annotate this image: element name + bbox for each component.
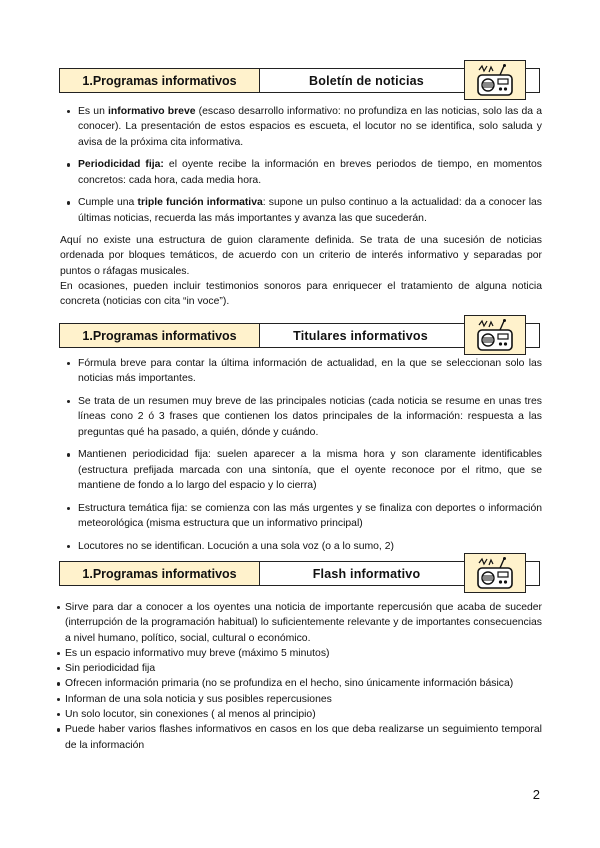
list-item: Ofrecen información primaria (no se profundiza en el hecho, sino únicamente información básica) xyxy=(56,676,542,691)
list-item: Es un informativo breve (escaso desarrollo informativo: no profundiza en las noticias, solo las da a conocer). La presentación de estos espacios es escueta, el locutor no se identifica, solo saluda y avisa de la próxima cita informativa. xyxy=(60,104,542,150)
section-title: Flash informativo xyxy=(312,566,421,581)
list-item: Es un espacio informativo muy breve (máximo 5 minutos) xyxy=(56,646,542,661)
flash-bullets xyxy=(56,600,542,753)
section-category: 1.Programas informativos xyxy=(60,562,260,585)
section-header-titulares xyxy=(59,315,540,355)
radio-icon xyxy=(464,315,526,355)
boletin-bullets xyxy=(60,104,542,234)
list-item: Periodicidad fija: el oyente recibe la información en breves periodos de tiempo, en momentos concretos: cada hora, cada media hora. xyxy=(60,157,542,188)
list-item: Mantienen periodicidad fija: suelen aparecer a la misma hora y son claramente identificables (estructura prefijada marcada con una sintonía, que el oyente reconoce por el ritmo, que se mantiene de fondo a lo largo del espacio y lo cierra) xyxy=(60,447,542,493)
list-item: Se trata de un resumen muy breve de las principales noticias (cada noticia se resume en unas tres líneas cono 2 ó 3 frases que contienen los datos principales de la información: respuesta a las preguntas qué ha pasado, a quién, dónde y cuándo. xyxy=(60,394,542,440)
page-number: 2 xyxy=(532,787,540,802)
list-item: Puede haber varios flashes informativos en casos en los que deba realizarse un seguimiento temporal de la información xyxy=(56,722,542,753)
list-item: Fórmula breve para contar la última información de actualidad, en la que se seleccionan solo las noticias más importantes. xyxy=(60,356,542,387)
section-header-boletin xyxy=(59,60,540,100)
list-item: Estructura temática fija: se comienza con las más urgentes y se finaliza con deportes o información meteorológica (misma estructura que un informativo principal) xyxy=(60,501,542,532)
radio-icon xyxy=(464,553,526,593)
section-header-flash xyxy=(59,553,540,593)
list-item: Un solo locutor, sin conexiones ( al menos al principio) xyxy=(56,707,542,722)
section-category: 1.Programas informativos xyxy=(60,324,260,347)
list-item: Sirve para dar a conocer a los oyentes una noticia de importante repercusión que acaba de suceder (interrupción de la programación habitual) lo suficientemente relevante y de importantes consecuencias a nivel humano, político, social, cultural o económico. xyxy=(56,600,542,646)
section-category: 1.Programas informativos xyxy=(60,69,260,92)
paragraph: En ocasiones, pueden incluir testimonios sonoros para enriquecer el tratamiento de alguna noticia concreta (noticias con cita “in voce”). xyxy=(60,281,542,308)
list-item: Cumple una triple función informativa: supone un pulso continuo a la actualidad: da a conocer las últimas noticias, recuerda las más importantes y avanza las que sucederán. xyxy=(60,195,542,226)
list-item: Informan de una sola noticia y sus posibles repercusiones xyxy=(56,692,542,707)
list-item: Locutores no se identifican. Locución a una sola voz (o a lo sumo, 2) xyxy=(60,539,542,554)
titulares-bullets xyxy=(60,356,542,562)
radio-icon xyxy=(464,60,526,100)
section-title: Titulares informativos xyxy=(293,328,428,343)
section-title: Boletín de noticias xyxy=(309,73,424,88)
list-item: Sin periodicidad fija xyxy=(56,661,542,676)
paragraph: Aquí no existe una estructura de guion claramente definida. Se trata de una sucesión de noticias ordenada por bloques temáticos, de acuerdo con un criterio de interés informativo y separadas por puntos o ráfagas musicales. xyxy=(60,235,542,277)
